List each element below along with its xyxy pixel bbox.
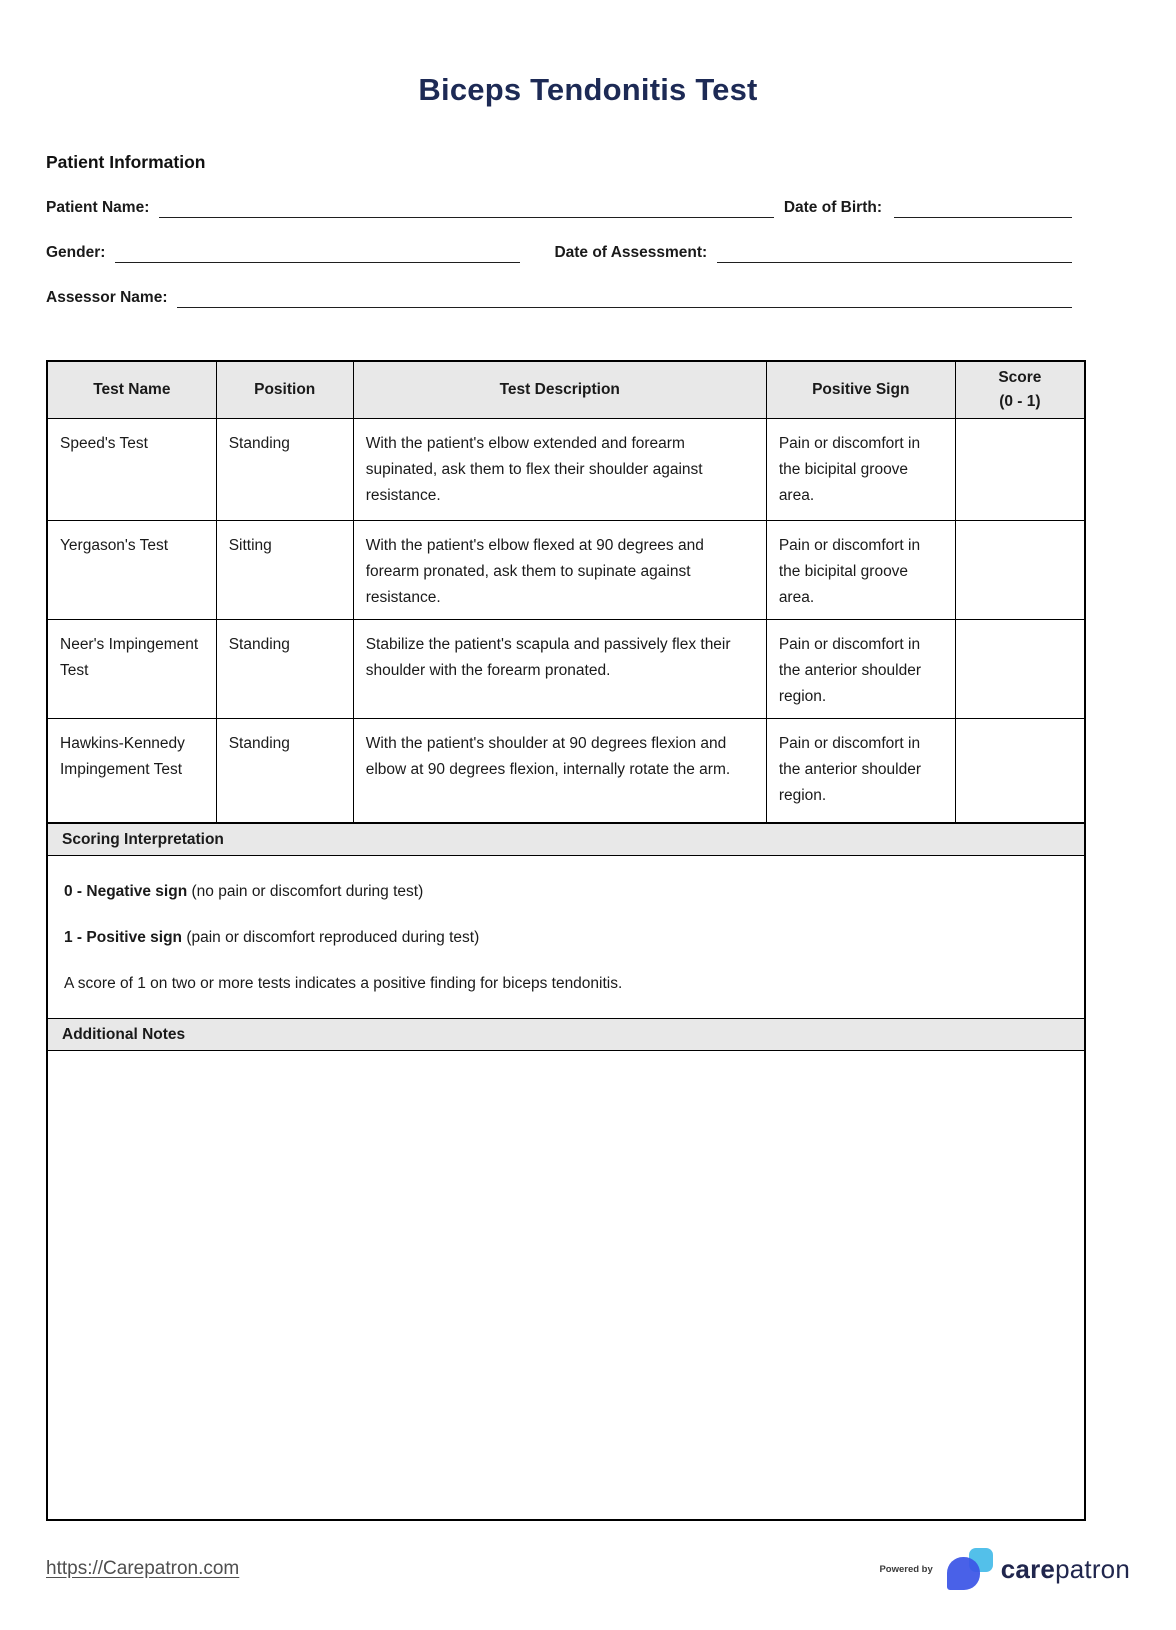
powered-by-label: Powered by [879, 1563, 933, 1575]
wordmark-patron: patron [1055, 1553, 1130, 1584]
table-header-row [47, 361, 1085, 419]
description-cell: With the patient's elbow flexed at 90 degrees and forearm pronated, ask them to supinate against resistance. [353, 521, 766, 620]
scoring-rule-1 [64, 928, 1068, 948]
patient-info-row-2 [46, 244, 1130, 263]
patient-info-row-1 [46, 199, 1130, 218]
scoring-rule-0-text: (no pain or discomfort during test) [187, 882, 424, 900]
table-row [47, 419, 1085, 521]
gender-input-line[interactable] [115, 245, 520, 263]
carepatron-wordmark [1001, 1554, 1130, 1585]
page-title: Biceps Tendonitis Test [418, 72, 758, 107]
patient-info-row-3 [46, 289, 1130, 308]
description-cell: With the patient's elbow extended and forearm supinated, ask them to flex their shoulder against resistance. [353, 419, 766, 521]
tests-table [46, 360, 1086, 824]
table-row [47, 620, 1085, 719]
date-of-assessment-label: Date of Assessment: [554, 244, 708, 261]
patient-name-label: Patient Name: [46, 199, 150, 216]
table-row [47, 719, 1085, 823]
position-cell: Standing [216, 620, 353, 719]
carepatron-logo-icon [947, 1548, 993, 1590]
score-cell[interactable] [955, 419, 1085, 521]
scoring-rule-0 [64, 882, 1068, 902]
positive-sign-cell: Pain or discomfort in the bicipital groove area. [766, 419, 955, 521]
positive-sign-cell: Pain or discomfort in the anterior shoulder region. [766, 719, 955, 823]
date-of-birth-label: Date of Birth: [783, 199, 882, 216]
additional-notes-area[interactable] [46, 1051, 1086, 1521]
column-header-score [955, 361, 1085, 419]
position-cell: Standing [216, 719, 353, 823]
patient-name-input-line[interactable] [159, 200, 773, 218]
assessor-name-input-line[interactable] [177, 290, 1072, 308]
position-cell: Sitting [216, 521, 353, 620]
wordmark-care: care [1000, 1553, 1056, 1584]
column-header-test-name: Test Name [47, 361, 216, 419]
logo-dark-bubble-icon [947, 1557, 980, 1590]
scoring-rule-1-text: (pain or discomfort reproduced during test) [182, 928, 480, 946]
position-cell: Standing [216, 419, 353, 521]
additional-notes-header: Additional Notes [46, 1018, 1086, 1051]
description-cell: With the patient's shoulder at 90 degrees flexion and elbow at 90 degrees flexion, internally rotate the arm. [353, 719, 766, 823]
score-header-line2: (0 - 1) [999, 393, 1041, 410]
page-footer [46, 1548, 1130, 1590]
positive-sign-cell: Pain or discomfort in the anterior shoulder region. [766, 620, 955, 719]
score-cell[interactable] [955, 620, 1085, 719]
positive-sign-cell: Pain or discomfort in the bicipital groove area. [766, 521, 955, 620]
test-name-cell: Speed's Test [47, 419, 216, 521]
footer-brand [879, 1548, 1130, 1590]
test-name-cell: Hawkins-Kennedy Impingement Test [47, 719, 216, 823]
date-of-birth-input-line[interactable] [894, 200, 1072, 218]
column-header-description: Test Description [353, 361, 766, 419]
table-row [47, 521, 1085, 620]
test-name-cell: Yergason's Test [47, 521, 216, 620]
scoring-rule-0-label: 0 - Negative sign [64, 882, 188, 900]
score-cell[interactable] [955, 521, 1085, 620]
score-cell[interactable] [955, 719, 1085, 823]
scoring-rule-1-label: 1 - Positive sign [64, 928, 183, 946]
score-header-line1: Score [998, 369, 1042, 386]
date-of-assessment-input-line[interactable] [717, 245, 1072, 263]
assessor-name-label: Assessor Name: [46, 289, 168, 306]
gender-label: Gender: [46, 244, 106, 261]
column-header-position: Position [216, 361, 353, 419]
scoring-interpretation-content [46, 856, 1086, 1018]
description-cell: Stabilize the patient's scapula and passively flex their shoulder with the forearm pronated. [353, 620, 766, 719]
column-header-positive-sign: Positive Sign [766, 361, 955, 419]
scoring-note: A score of 1 on two or more tests indicates a positive finding for biceps tendonitis. [64, 974, 623, 992]
patient-information-section [46, 152, 1130, 308]
patient-information-heading: Patient Information [46, 152, 206, 172]
scoring-interpretation-header: Scoring Interpretation [46, 824, 1086, 856]
carepatron-link[interactable]: https://Carepatron.com [46, 1558, 240, 1579]
test-name-cell: Neer's Impingement Test [47, 620, 216, 719]
